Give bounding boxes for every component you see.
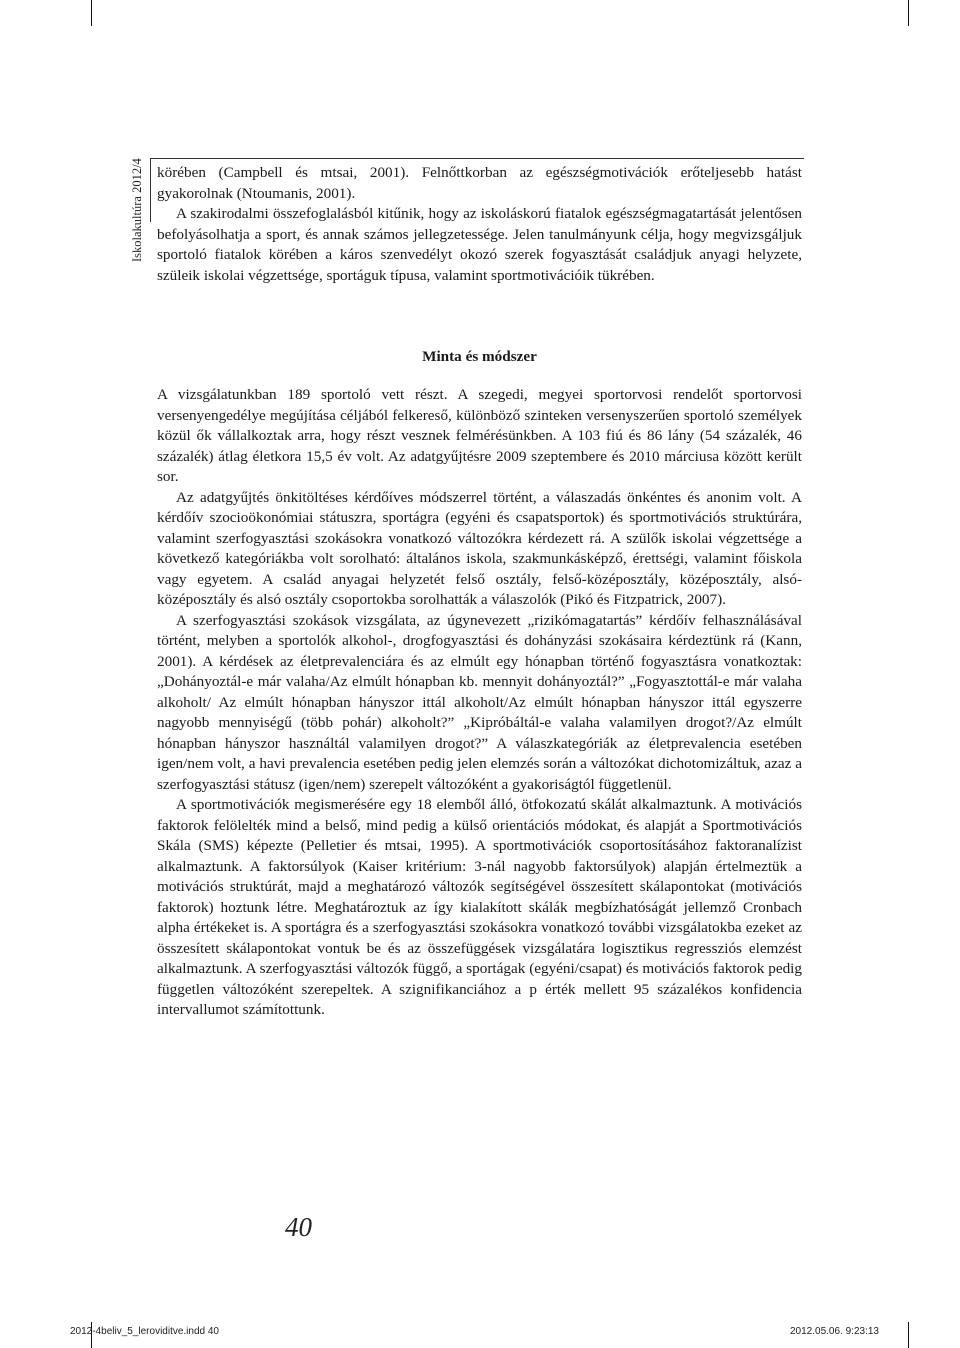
crop-mark xyxy=(908,0,909,26)
paragraph: A szakirodalmi összefoglalásból kitűnik, hogy az iskoláskorú fiatalok egészségmagatartását jelentősen befolyásolhatja a sport, és annak számos jellegzetessége. Jelen tanulmányunk célja, hogy megvizsgáljuk sportoló fiatalok körében a káros szenvedélyt okozó szerek fogyasztását családjuk anyagi helyzete, szüleik iskolai végzettsége, sportáguk típusa, valamint sportmotivációik tükrében. xyxy=(157,205,802,284)
paragraph: körében (Campbell és mtsai, 2001). Felnőttkorban az egészségmotivációk erőteljesebb hatást gyakorolnak (Ntoumanis, 2001). xyxy=(157,164,802,202)
methods-text xyxy=(157,385,802,1021)
paragraph: A sportmotivációk megismerésére egy 18 elemből álló, ötfokozatú skálát alkalmaztunk. A motivációs faktorok felölelték mind a belső, mind pedig a külső orientációs módokat, és alapját a Sportmotivációs Skála (SMS) képezte (Pelletier és mtsai, 1995). A sportmotivációk csoportosításához faktoranalízist alkalmaztunk. A faktorsúlyok (Kaiser kritérium: 3-nál nagyobb faktorsúlyok) alapján értelmeztük a motivációs struktúrát, majd a meghatározó változók segítségével összesített skálapontokat (motivációs faktorok) hoztunk létre. Meghatároztuk az így kialakított skálák megbízhatóságát jellemző Cronbach alpha értékeket is. A sportágra és a szerfogyasztási szokásokra vonatkozó további vizsgálatokba ezeket az összesített skálapontokat vontuk be és az összefüggések vizsgálatára logisztikus regressziós elemzést alkalmaztunk. A szerfogyasztási változók függő, a sportágak (egyéni/csapat) és motivációs faktorok pedig független változóként szerepeltek. A szignifikanciához a p érték mellett 95 százalékos konfidencia intervallumot számítottunk. xyxy=(157,796,802,1018)
footer-filename: 2012-4beliv_5_leroviditve.indd 40 xyxy=(70,1326,219,1337)
crop-mark xyxy=(908,1322,909,1348)
margin-rule xyxy=(150,158,151,222)
paragraph: A szerfogyasztási szokások vizsgálata, az úgynevezett „rizikómagatartás” kérdőív felhasználásával történt, melyben a sportolók alkohol-, drogfogyasztási és dohányzási szokásaira kérdeztünk rá (Kann, 2001). A kérdések az életprevalenciára és az elmúlt egy hónapban történő fogyasztásra vonatkoztak: „Dohányoztál-e már valaha/Az elmúlt hónapban kb. mennyit dohányoztál?” „Fogyasztottál-e már valaha alkoholt/ Az elmúlt hónapban hányszor ittál alkoholt/Az elmúlt hónapban hányszor ittál egyszerre nagyobb mennyiségű (több pohár) alkoholt?” „Kipróbáltál-e valaha valamilyen drogot?/Az elmúlt hónapban hányszor használtál valamilyen drogot?” A válaszkategóriák az életprevalencia esetében igen/nem volt, a havi prevalencia esetében pedig jelen elemzés során a változókat dichotomizáltuk, azaz a szerfogyasztási státusz (igen/nem) szerepelt változóként a gyakoriságtól függetlenül. xyxy=(157,611,802,793)
intro-text xyxy=(157,163,802,286)
paragraph: A vizsgálatunkban 189 sportoló vett részt. A szegedi, megyei sportorvosi rendelőt sportorvosi versenyengedélye megújítása céljából felkereső, különböző szinteken versenyszerűen sportoló személyek közül ők vállalkoztak arra, hogy részt vesznek felmérésünkben. A 103 fiú és 86 lány (54 százalék, 46 százalék) átlag életkora 15,5 év volt. Az adatgyűjtésre 2009 szeptembere és 2010 márciusa között került sor. xyxy=(157,386,802,485)
page-number: 40 xyxy=(285,1212,312,1242)
section-heading: Minta és módszer xyxy=(422,348,537,365)
footer-timestamp: 2012.05.06. 9:23:13 xyxy=(790,1326,879,1337)
running-head: Iskolakultúra 2012/4 xyxy=(130,158,144,262)
paragraph: Az adatgyűjtés önkitöltéses kérdőíves módszerrel történt, a válaszadás önkéntes és anonim volt. A kérdőív szocioökonómiai státuszra, sportágra (egyéni és csapatsportok) és sportmotivációs struktúrára, valamint szerfogyasztási szokásokra vonatkozó változókra kérdezett rá. A szülők iskolai végzettsége a következő kategóriákba volt sorolható: általános iskola, szakmunkásképző, érettségi, valamint főiskola vagy egyetem. A család anyagai helyzetét felső osztály, felső-középosztály, középosztály, alsó-középosztály és alsó osztály csoportokba sorolhatták a válaszolók (Pikó és Fitzpatrick, 2007). xyxy=(157,488,802,608)
header-rule xyxy=(150,158,804,159)
crop-mark xyxy=(91,0,92,26)
